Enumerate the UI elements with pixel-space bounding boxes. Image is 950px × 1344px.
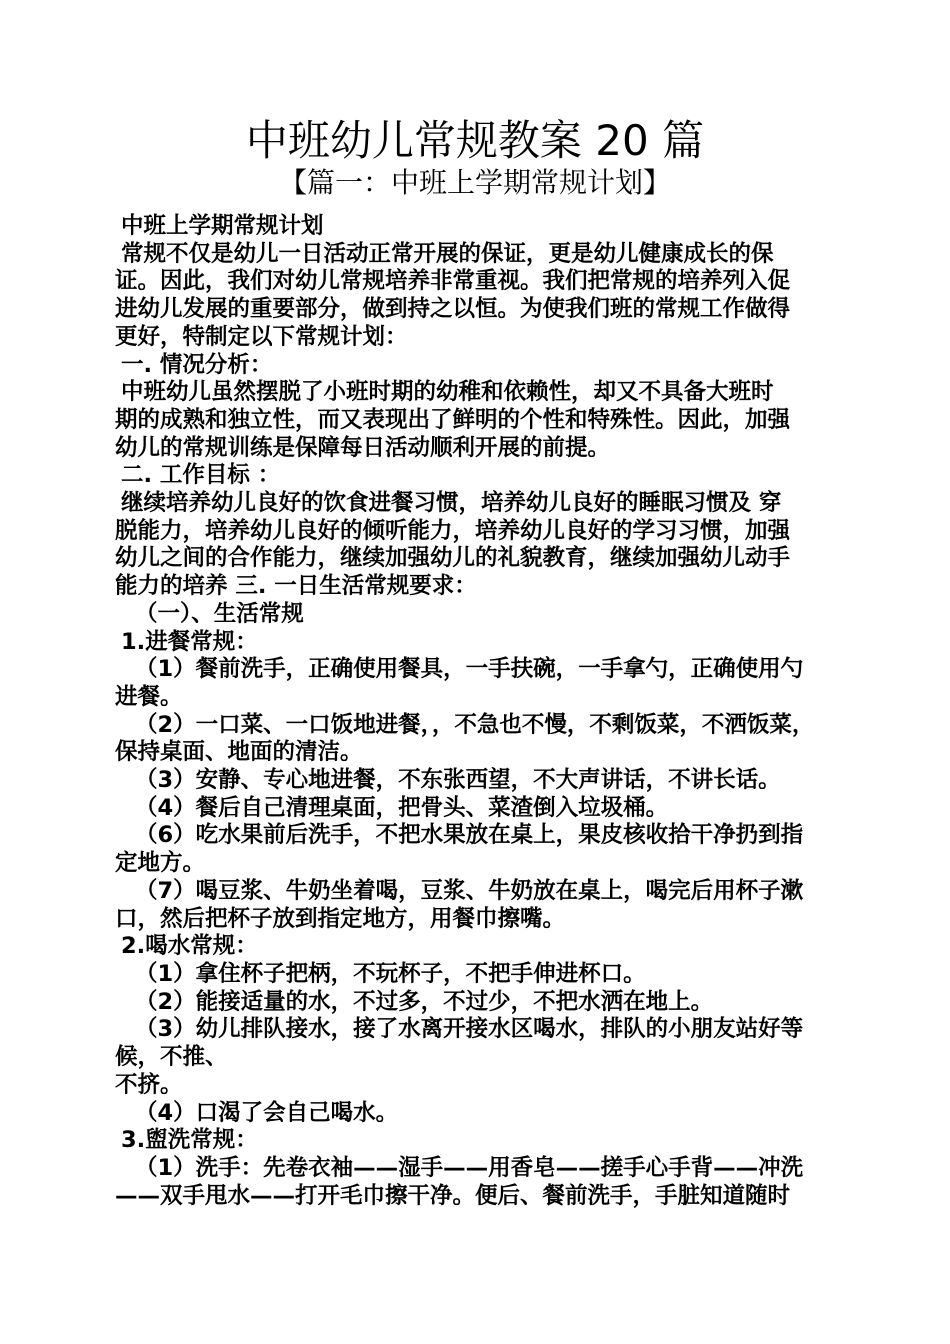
- document-title: 中班幼儿常规教案 20 篇: [245, 116, 705, 165]
- text-line: 一. 情况分析：: [121, 351, 273, 378]
- text-line: 能力的培养 三. 一日生活常规要求：: [115, 573, 477, 600]
- text-line: 进幼儿发展的重要部分，做到持之以恒。为使我们班的常规工作做得: [115, 296, 791, 323]
- text-line: 二. 工作目标 ：: [121, 462, 281, 489]
- text-line: 候，不推、: [115, 1044, 228, 1071]
- text-line: （7）喝豆浆、牛奶坐着喝，豆浆、牛奶放在桌上，喝完后用杯子漱: [135, 877, 804, 904]
- text-line: （3）幼儿排队接水，接了水离开接水区喝水，排队的小朋友站好等: [135, 1016, 804, 1043]
- text-line: 常规不仅是幼儿一日活动正常开展的保证，更是幼儿健康成长的保: [121, 240, 774, 267]
- document-body: [115, 213, 845, 1210]
- text-line: 证。因此，我们对幼儿常规培养非常重视。我们把常规的培养列入促: [115, 268, 791, 295]
- text-line: （2）一口菜、一口饭地进餐，，不急也不慢，不剩饭菜，不洒饭菜，: [135, 711, 815, 738]
- text-line: （3）安静、专心地进餐，不东张西望，不大声讲话，不讲长话。: [135, 767, 781, 794]
- text-line: （2）能接适量的水，不过多，不过少，不把水洒在地上。: [135, 988, 714, 1015]
- text-line: （1）洗手：先卷衣袖——湿手——用香皂——搓手心手背——冲洗: [135, 1154, 804, 1181]
- text-line: 幼儿的常规训练是保障每日活动顺利开展的前提。: [115, 434, 611, 461]
- text-line: 保持桌面、地面的清洁。: [115, 739, 363, 766]
- text-line: 期的成熟和独立性，而又表现出了鲜明的个性和特殊性。因此，加强: [115, 406, 791, 433]
- text-line: 1.进餐常规：: [121, 628, 258, 655]
- text-line: 更好，特制定以下常规计划：: [115, 323, 408, 350]
- text-line: （4）口渴了会自己喝水。: [135, 1099, 399, 1126]
- text-line: 定地方。: [115, 850, 206, 877]
- text-line: （6）吃水果前后洗手，不把水果放在桌上，果皮核收拾干净扔到指: [135, 822, 804, 849]
- text-line: 继续培养幼儿良好的饮食进餐习惯，培养幼儿良好的睡眠习惯及 穿: [121, 490, 782, 517]
- text-line: 中班幼儿虽然摆脱了小班时期的幼稚和依赖性，却又不具备大班时: [121, 379, 774, 406]
- text-line: 不挤。: [115, 1071, 183, 1098]
- text-line: 中班上学期常规计划: [121, 213, 324, 239]
- text-line: 3.盥洗常规：: [121, 1127, 258, 1154]
- text-line: 口，然后把杯子放到指定地方，用餐巾擦嘴。: [115, 905, 566, 932]
- text-line: （1）拿住杯子把柄，不玩杯子，不把手伸进杯口。: [135, 960, 646, 987]
- text-line: 进餐。: [115, 683, 183, 710]
- text-line: ——双手甩水——打开毛巾擦干净。便后、餐前洗手，手脏知道随时: [115, 1182, 791, 1209]
- text-line: 幼儿之间的合作能力，继续加强幼儿的礼貌教育，继续加强幼儿动手: [115, 545, 791, 572]
- text-line: 脱能力，培养幼儿良好的倾听能力，培养幼儿良好的学习习惯，加强: [115, 517, 791, 544]
- text-line: （4）餐后自己清理桌面，把骨头、菜渣倒入垃圾桶。: [135, 794, 669, 821]
- text-line: 2.喝水常规：: [121, 933, 258, 960]
- text-line: （1）餐前洗手，正确使用餐具，一手扶碗，一手拿勺，正确使用勺: [135, 656, 804, 683]
- document-subtitle: 【篇一：中班上学期常规计划】: [278, 166, 671, 199]
- text-line: （一）、生活常规: [135, 600, 304, 627]
